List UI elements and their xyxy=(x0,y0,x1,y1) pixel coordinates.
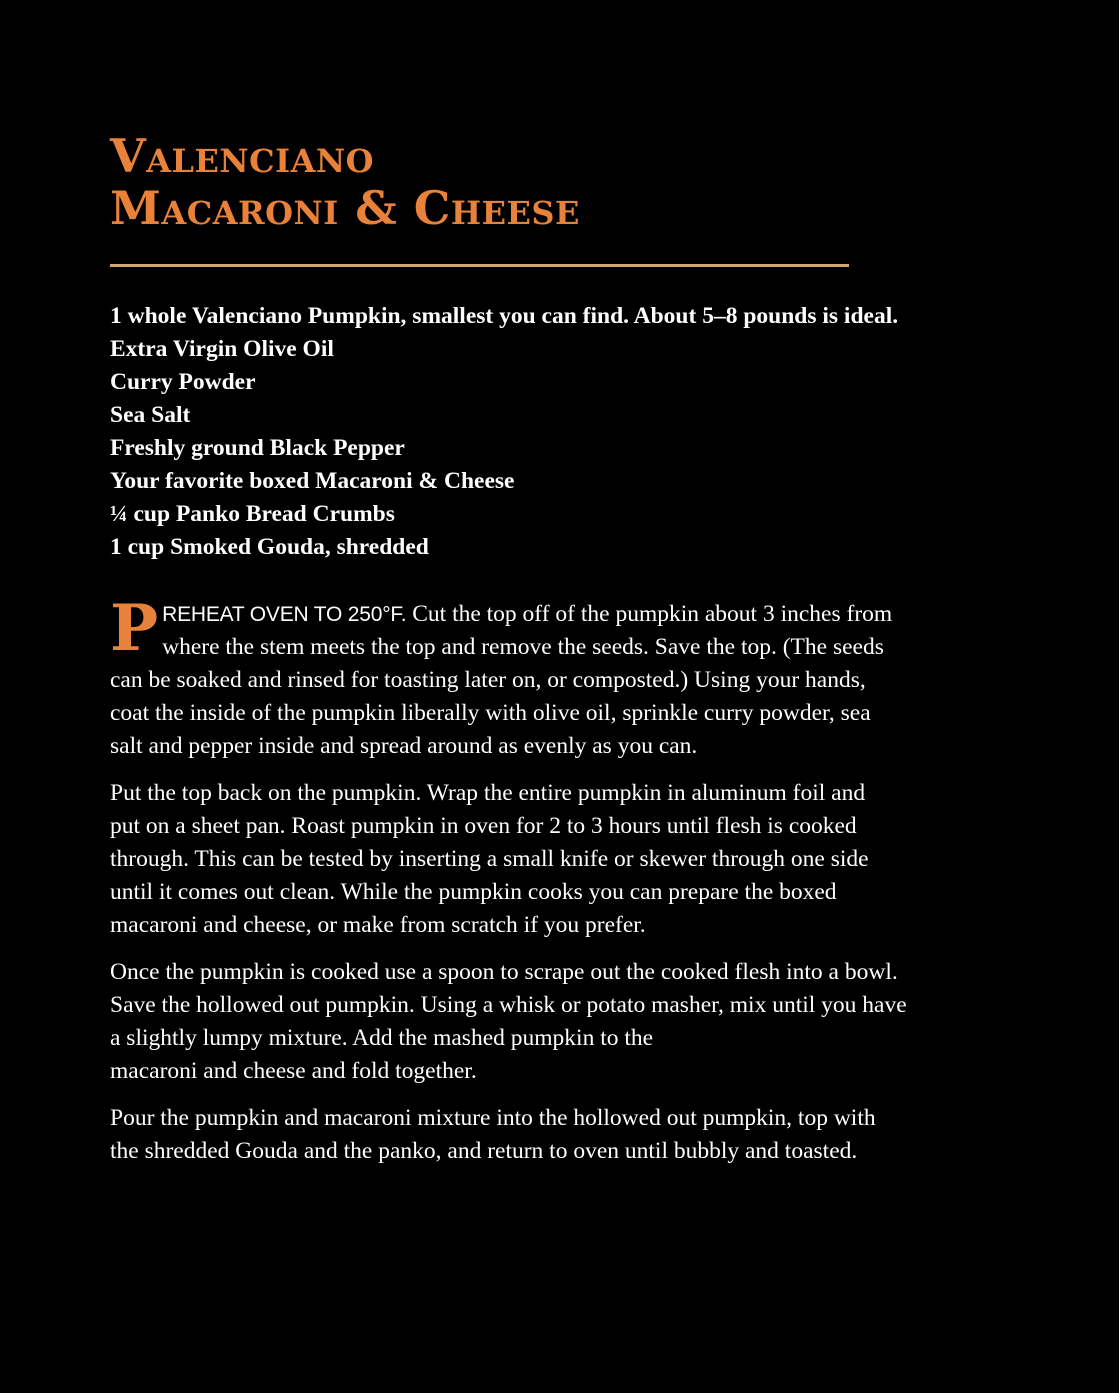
method-line: Once the pumpkin is cooked use a spoon to scrape out the cooked flesh into a bowl. xyxy=(110,959,898,985)
method-line: macaroni and cheese, or make from scratch if you prefer. xyxy=(110,912,646,938)
method-line: Save the hollowed out pumpkin. Using a whisk or potato masher, mix until you have xyxy=(110,992,907,1018)
method-line: can be soaked and rinsed for toasting later on, or composted.) Using your hands, xyxy=(110,667,866,693)
method-line xyxy=(110,598,990,631)
method-line: Put the top back on the pumpkin. Wrap the entire pumpkin in aluminum foil and xyxy=(110,780,866,806)
recipe-title-line-2: Macaroni & Cheese xyxy=(110,181,580,235)
method-line-text: Cut the top off of the pumpkin about 3 inches from xyxy=(406,601,893,627)
ingredient-item: Sea Salt xyxy=(110,402,191,428)
method-line: Pour the pumpkin and macaroni mixture into the hollowed out pumpkin, top with xyxy=(110,1105,876,1131)
ingredient-item: 1 cup Smoked Gouda, shredded xyxy=(110,534,429,560)
method-line: through. This can be tested by inserting a small knife or skewer through one side xyxy=(110,846,869,872)
ingredient-item: Your favorite boxed Macaroni & Cheese xyxy=(110,468,515,494)
method-line: put on a sheet pan. Roast pumpkin in oven for 2 to 3 hours until flesh is cooked xyxy=(110,813,857,839)
ingredient-item: Freshly ground Black Pepper xyxy=(110,435,405,461)
ingredient-item: Extra Virgin Olive Oil xyxy=(110,336,334,362)
drop-cap: P xyxy=(110,591,159,666)
recipe-title-line-1: Valenciano xyxy=(110,129,375,183)
method-step-2 xyxy=(110,777,990,942)
ingredient-item: Curry Powder xyxy=(110,369,256,395)
method-line: salt and pepper inside and spread around as evenly as you can. xyxy=(110,733,698,759)
step-lead: REHEAT OVEN TO 250°F. xyxy=(162,603,407,626)
method-step-4 xyxy=(110,1102,990,1168)
ingredients-list xyxy=(110,300,990,564)
method-step-1 xyxy=(110,591,990,763)
method-line: macaroni and cheese and fold together. xyxy=(110,1058,477,1084)
title-divider xyxy=(110,264,849,267)
method-line: where the stem meets the top and remove the seeds. Save the top. (The seeds xyxy=(162,634,884,660)
method-line: the shredded Gouda and the panko, and return to oven until bubbly and toasted. xyxy=(110,1138,858,1164)
ingredient-item: 1 whole Valenciano Pumpkin, smallest you can find. About 5–8 pounds is ideal. xyxy=(110,303,899,329)
method-step-3 xyxy=(110,956,990,1088)
ingredient-item: ¼ cup Panko Bread Crumbs xyxy=(110,501,395,527)
method-line: until it comes out clean. While the pumpkin cooks you can prepare the boxed xyxy=(110,879,837,905)
method-line: coat the inside of the pumpkin liberally with olive oil, sprinkle curry powder, sea xyxy=(110,700,871,726)
method-line: a slightly lumpy mixture. Add the mashed pumpkin to the xyxy=(110,1025,654,1051)
recipe-title xyxy=(110,130,580,234)
method-section xyxy=(110,591,990,1182)
